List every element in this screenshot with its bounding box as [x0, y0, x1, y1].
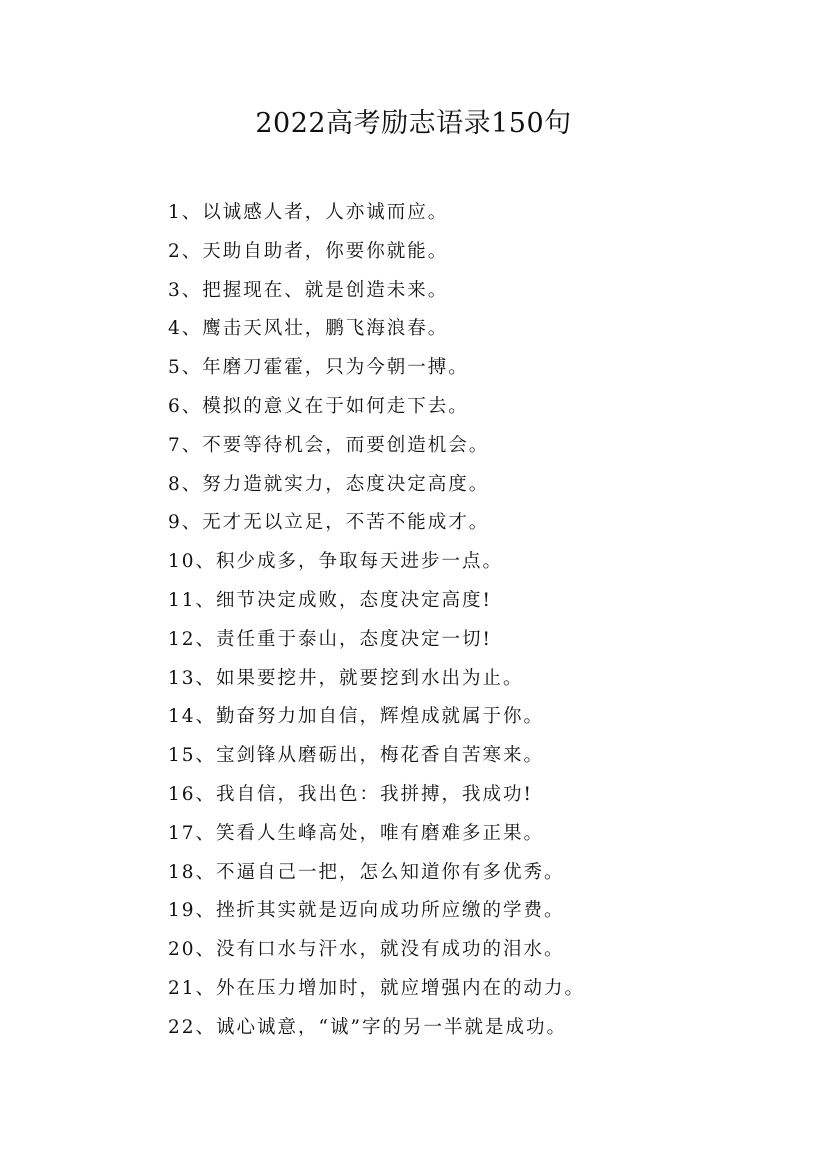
quote-item: 14、勤奋努力加自信，辉煌成就属于你。 [168, 706, 545, 728]
quote-item: 7、不要等待机会，而要创造机会。 [168, 434, 490, 456]
quote-item: 13、如果要挖井，就要挖到水出为止。 [168, 667, 524, 689]
quote-item: 1、以诚感人者，人亦诚而应。 [168, 202, 449, 223]
quote-item: 20、没有口水与汗水，就没有成功的泪水。 [168, 939, 565, 961]
quote-item: 2、天助自助者，你要你就能。 [168, 240, 449, 262]
quote-item: 4、鹰击天风壮，鹏飞海浪春。 [168, 318, 449, 340]
quote-list [168, 194, 585, 1048]
quote-item: 18、不逼自己一把，怎么知道你有多优秀。 [168, 861, 565, 883]
quote-item: 19、挫折其实就是迈向成功所应缴的学费。 [168, 900, 565, 922]
quote-item: 9、无才无以立足，不苦不能成才。 [168, 512, 490, 534]
quote-item: 16、我自信，我出色：我拼搏，我成功! [168, 783, 533, 805]
quote-item: 6、模拟的意义在于如何走下去。 [168, 395, 469, 417]
quote-item: 15、宝剑锋从磨砺出，梅花香自苦寒来。 [168, 745, 545, 767]
quote-item: 3、把握现在、就是创造未来。 [168, 279, 449, 301]
quote-item: 11、细节决定成败，态度决定高度! [168, 589, 492, 611]
quote-item: 8、努力造就实力，态度决定高度。 [168, 473, 490, 495]
quote-item: 12、责任重于泰山，态度决定一切! [168, 628, 492, 650]
quote-item: 22、诚心诚意，“诚”字的另一半就是成功。 [168, 1016, 567, 1038]
quote-item: 21、外在压力增加时，就应增强内在的动力。 [168, 977, 586, 999]
quote-item: 5、年磨刀霍霍，只为今朝一搏。 [168, 357, 469, 379]
quote-item: 10、积少成多，争取每天进步一点。 [168, 551, 504, 573]
document-title: 2022高考励志语录150句 [255, 108, 572, 139]
quote-item: 17、笑看人生峰高处，唯有磨难多正果。 [168, 822, 545, 844]
